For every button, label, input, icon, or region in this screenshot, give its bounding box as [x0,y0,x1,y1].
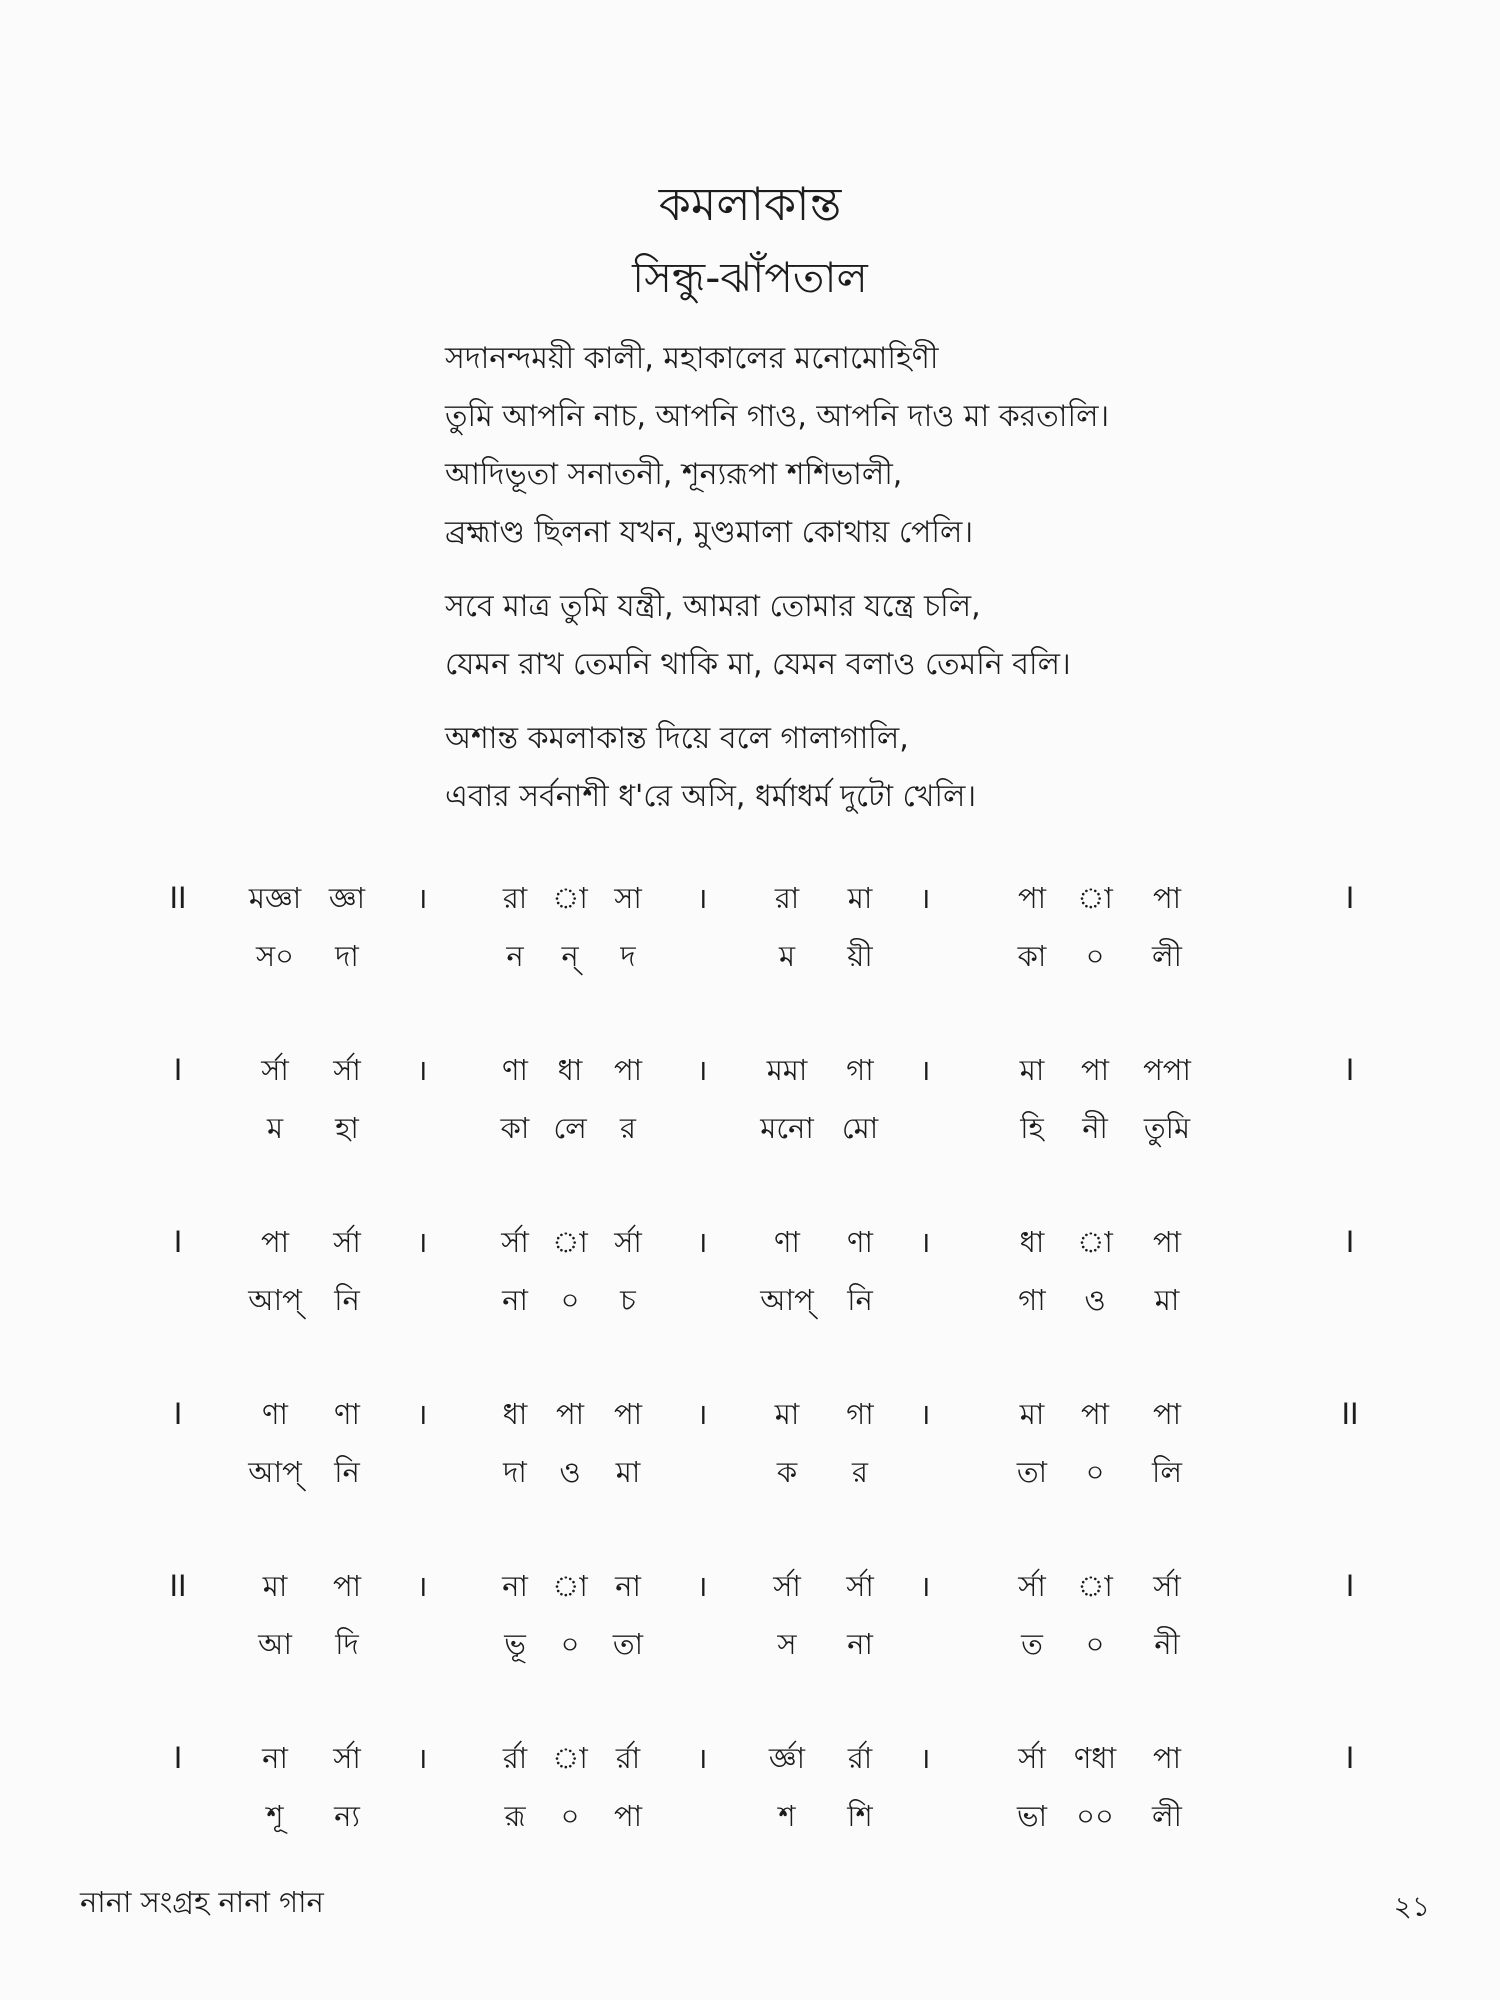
syllable: গা [1018,1283,1046,1317]
swara-note: ণা [502,1053,528,1087]
raga-tala-heading: সিন্ধু-ঝাঁপতাল [632,253,868,302]
swara-note: র্সা [1018,1741,1046,1775]
swara-note: র্সা [1153,1569,1181,1603]
notation-row [0,1224,1500,1396]
syllable: ন [506,939,524,973]
swara-note: । [696,1569,708,1603]
swara-note: । [919,1569,931,1603]
syllable: আপ্ [760,1283,814,1317]
swara-note: মজ্ঞা [248,881,302,915]
swara-note: । [416,1741,428,1775]
syllable: মো [841,1111,879,1145]
bar-end-marker: II [1341,1397,1359,1431]
syllable: ভা [1016,1799,1048,1833]
swara-note: পা [1080,1053,1110,1087]
syllable: লী [1152,1799,1182,1833]
syllable: না [502,1283,528,1317]
swara-note: মা [774,1397,800,1431]
syllable: হা [335,1111,359,1145]
syllable: রূ [504,1799,526,1833]
swara-note: । [416,1225,428,1259]
syllable: ০ [1085,1627,1105,1661]
syllable: ভূ [504,1627,526,1661]
swara-note: র্সা [614,1225,642,1259]
swara-note: । [696,1053,708,1087]
syllable: মা [1154,1283,1180,1317]
syllable: মনো [760,1111,814,1145]
syllable: কা [1017,939,1047,973]
swara-note: । [416,881,428,915]
lyric-line: সবে মাত্র তুমি যন্ত্রী, আমরা তোমার যন্ত্রে চলি, [445,589,981,624]
swara-note: । [919,1053,931,1087]
syllable: চ [620,1283,636,1317]
swara-note: গা [846,1397,874,1431]
swara-note: পা [1080,1397,1110,1431]
swara-note: । [696,881,708,915]
bar-start-marker: I [173,1225,183,1259]
swara-note: ধা [557,1053,583,1087]
syllable: আপ্ [248,1283,302,1317]
syllable: পা [613,1799,643,1833]
syllable: নি [334,1283,360,1317]
swara-note: না [502,1569,528,1603]
lyric-line: এবার সর্বনাশী ধ'রে অসি, ধর্মাধর্ম দুটো খেলি। [445,779,977,814]
swara-note: র্রা [615,1741,641,1775]
swara-note: া [552,1569,588,1603]
swara-note: । [919,1225,931,1259]
swara-note: মা [847,881,873,915]
page-number: ২১ [1393,1890,1430,1923]
notation-row [0,1568,1500,1740]
swara-note: পা [332,1569,362,1603]
notation-row [0,880,1500,1052]
syllable: য়ী [847,939,873,973]
swara-note: া [1077,1569,1113,1603]
swara-note: র্জ্ঞা [768,1741,806,1775]
syllable: লি [1152,1455,1182,1489]
swara-note: রা [774,881,800,915]
syllable: স [777,1627,797,1661]
syllable: ন্ [561,939,579,973]
swara-note: মা [262,1569,288,1603]
notation-row [0,1396,1500,1568]
swara-note: া [1077,881,1113,915]
bar-end-marker: I [1345,1053,1355,1087]
syllable: ও [559,1455,581,1489]
song-title: কমলাকান্ত [658,177,842,231]
syllable: লী [1152,939,1182,973]
swara-note: সা [614,881,642,915]
swara-note: । [919,881,931,915]
swara-note: না [262,1741,288,1775]
syllable: আ [258,1627,292,1661]
syllable: দা [335,939,359,973]
bar-start-marker: II [169,1569,187,1603]
swara-note: পা [1152,1741,1182,1775]
swara-note: । [696,1741,708,1775]
swara-note: মা [1019,1053,1045,1087]
bar-start-marker: I [173,1053,183,1087]
syllable: শ [778,1799,796,1833]
syllable: দি [335,1627,359,1661]
syllable: তুমি [1143,1111,1191,1145]
swara-note: পা [1152,1397,1182,1431]
syllable: দ [620,939,636,973]
swara-note: ধা [502,1397,528,1431]
swara-note: রা [502,881,528,915]
syllable: স০ [255,939,295,973]
swara-note: র্রা [847,1741,873,1775]
notation-row [0,1052,1500,1224]
swara-note: র্সা [846,1569,874,1603]
stanza [445,710,1345,826]
syllable: লে [553,1111,587,1145]
syllable: ন্য [334,1799,360,1833]
syllable: শূ [266,1799,284,1833]
stanza [445,578,1345,694]
swara-note: পা [613,1397,643,1431]
lyric-line: অশান্ত কমলাকান্ত দিয়ে বলে গালাগালি, [445,721,909,756]
syllable: শি [847,1799,873,1833]
swara-note: । [919,1741,931,1775]
syllable: আপ্ [248,1455,302,1489]
swara-note: ধা [1019,1225,1045,1259]
swara-note: র্সা [501,1225,529,1259]
swara-note: ণা [262,1397,288,1431]
swara-note: । [416,1053,428,1087]
stanza [445,330,1345,562]
syllable: তা [612,1627,644,1661]
syllable: ০ [560,1283,580,1317]
swara-note: া [552,881,588,915]
bar-end-marker: I [1345,1225,1355,1259]
bar-start-marker: II [169,881,187,915]
syllable: ত [1021,1627,1043,1661]
syllable: ম [778,939,796,973]
bar-start-marker: I [173,1741,183,1775]
swara-note: পা [555,1397,585,1431]
lyric-line: যেমন রাখ তেমনি থাকি মা, যেমন বলাও তেমনি বলি। [445,647,1071,682]
notation-section [0,880,1500,1912]
swara-note: ণা [334,1397,360,1431]
swara-note: ণা [774,1225,800,1259]
syllable: হি [1020,1111,1044,1145]
swara-note: গা [846,1053,874,1087]
swara-note: । [696,1397,708,1431]
bar-end-marker: I [1345,1741,1355,1775]
swara-note: । [919,1397,931,1431]
lyrics-section [445,330,1345,842]
syllable: নি [334,1455,360,1489]
bar-end-marker: I [1345,881,1355,915]
syllable: কা [500,1111,530,1145]
syllable: ম [266,1111,284,1145]
syllable: ০ [560,1799,580,1833]
syllable: না [847,1627,873,1661]
swara-note: পপা [1143,1053,1191,1087]
swara-note: র্রা [502,1741,528,1775]
lyric-line: সদানন্দময়ী কালী, মহাকালের মনোমোহিণী [445,341,939,376]
swara-note: র্সা [333,1225,361,1259]
lyric-line: তুমি আপনি নাচ, আপনি গাও, আপনি দাও মা করতালি। [445,399,1110,434]
lyric-line: ব্রহ্মাণ্ড ছিলনা যখন, মুণ্ডমালা কোথায় পেলি। [445,515,974,550]
syllable: মা [615,1455,641,1489]
bar-start-marker: I [173,1397,183,1431]
swara-note: জ্ঞা [328,881,366,915]
swara-note: পা [1152,881,1182,915]
syllable: ০ [1085,1455,1105,1489]
syllable: দা [503,1455,527,1489]
swara-note: । [416,1397,428,1431]
swara-note: না [615,1569,641,1603]
swara-note: র্সা [333,1741,361,1775]
swara-note: মা [1019,1397,1045,1431]
lyric-line: আদিভূতা সনাতনী, শূন্যরূপা শশিভালী, [445,457,903,492]
swara-note: া [552,1225,588,1259]
syllable: র [620,1111,636,1145]
swara-note: র্সা [773,1569,801,1603]
swara-note: র্সা [1018,1569,1046,1603]
syllable: ক [776,1455,798,1489]
syllable: র [852,1455,868,1489]
swara-note: পা [260,1225,290,1259]
book-title-footer: নানা সংগ্রহ নানা গান [80,1885,324,1919]
syllable: নী [1082,1111,1108,1145]
swara-note: ণধা [1073,1741,1117,1775]
swara-note: পা [1152,1225,1182,1259]
swara-note: া [1077,1225,1113,1259]
swara-note: পা [613,1053,643,1087]
syllable: ০ [560,1627,580,1661]
syllable: ও [1084,1283,1106,1317]
swara-note: া [552,1741,588,1775]
syllable: তা [1016,1455,1048,1489]
swara-note: র্সা [333,1053,361,1087]
syllable: নি [847,1283,873,1317]
syllable: নী [1154,1627,1180,1661]
swara-note: । [696,1225,708,1259]
bar-end-marker: I [1345,1569,1355,1603]
syllable: ০০ [1076,1799,1114,1833]
swara-note: পা [1017,881,1047,915]
swara-note: র্সা [261,1053,289,1087]
swara-note: । [416,1569,428,1603]
swara-note: ণা [847,1225,873,1259]
syllable: ০ [1085,939,1105,973]
swara-note: মমা [766,1053,808,1087]
